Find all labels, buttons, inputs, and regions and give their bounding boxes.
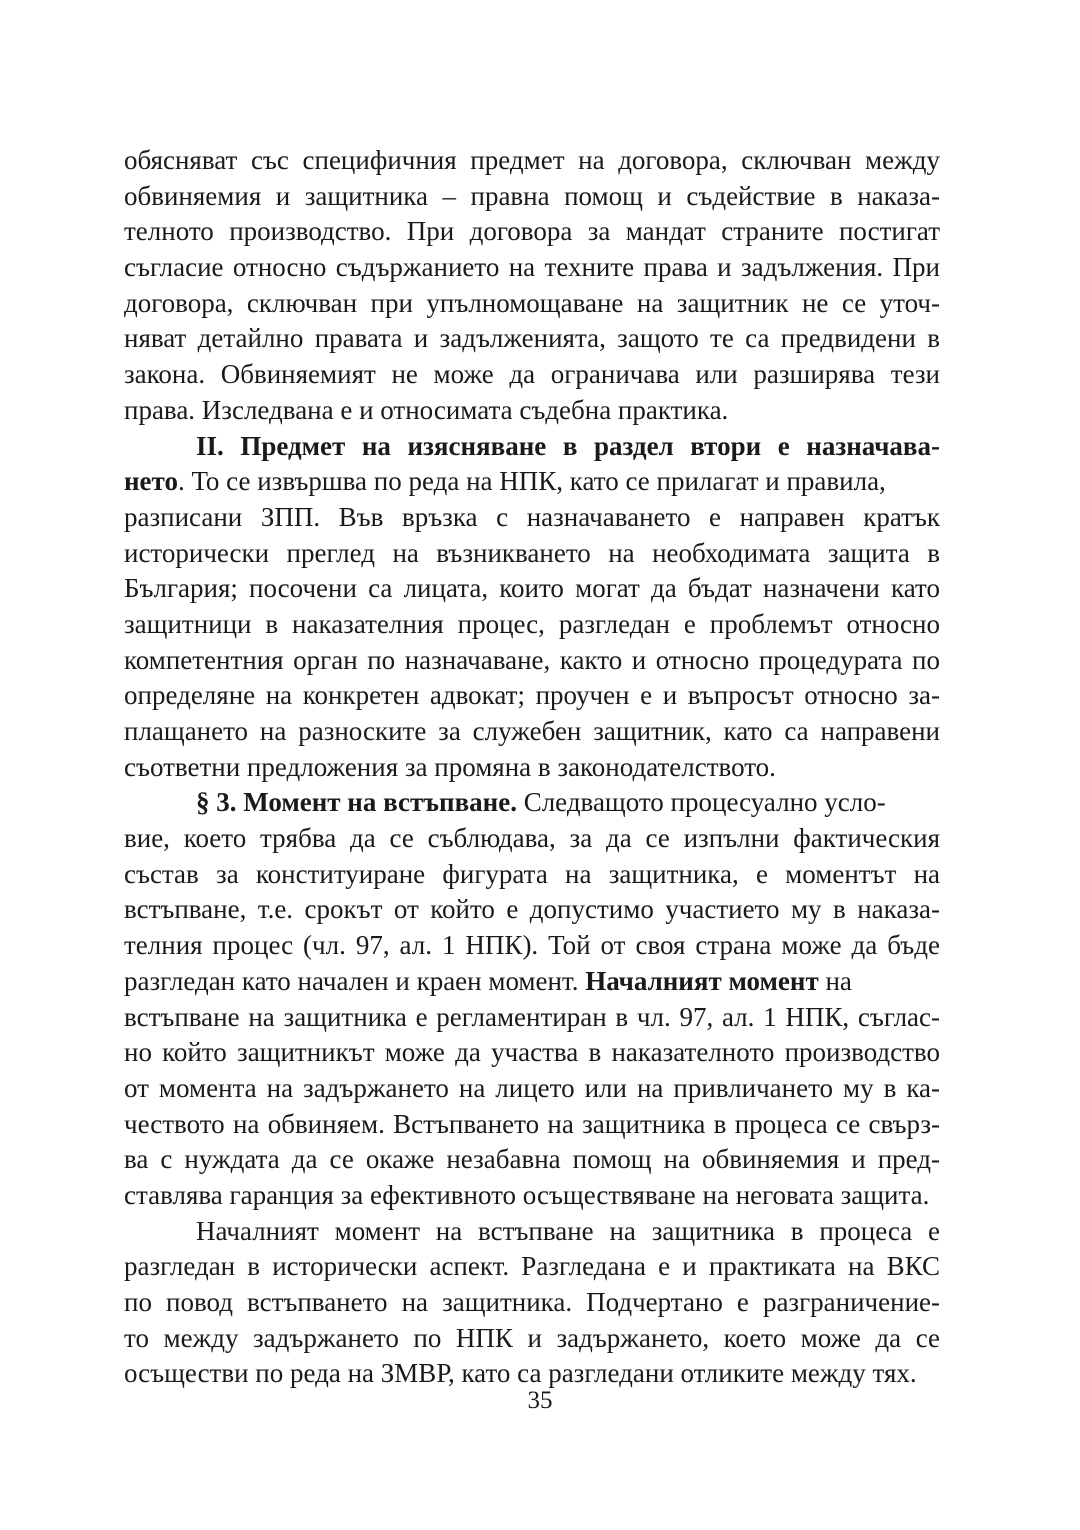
text-line: България; посочени са лицата, които могат да бъдат назначени като — [124, 573, 940, 604]
text-line: телния процес (чл. 97, ал. 1 НПК). Той от своя страна може да бъде — [124, 930, 940, 961]
text-line: от момента на задържането на лицето или на привличането му в ка- — [124, 1072, 940, 1103]
text-line: разгледан в исторически аспект. Разгледана е и практиката на ВКС — [124, 1251, 940, 1282]
section-heading-end: нето — [124, 466, 178, 497]
text-line: разписани ЗПП. Във връзка с назначаването е направен кратък — [124, 501, 940, 532]
text-line: определяне на конкретен адвокат; проучен е и въпросът относно за- — [124, 680, 940, 711]
text-line: § 3. Момент на встъпване. Следващото процесуално усло- — [196, 787, 886, 818]
text-line: договора, сключван при упълномощаване на защитник не се уточ- — [124, 287, 940, 318]
text-line: плащането на разноските за служебен защитник, като са направени — [124, 716, 940, 746]
section-heading-line: II. Предмет на изясняване в раздел втори е назначава- — [196, 430, 940, 461]
text-line: но който защитникът може да участва в наказателното производство — [124, 1037, 940, 1068]
text-line: по повод встъпването на защитника. Подчертано е разграничение- — [124, 1287, 940, 1317]
text-line: нето. То се извършва по реда на НПК, като се прилагат и правила, — [124, 466, 886, 497]
body-text — [124, 143, 940, 1392]
page-number: 35 — [527, 1387, 553, 1414]
text-line: защитници в наказателния процес, разгледан е проблемът относно — [124, 608, 940, 639]
text-line: ва с нуждата да се окаже незабавна помощ на обвиняемия и пред- — [124, 1144, 940, 1175]
text-line: Началният момент на встъпване на защитника в процеса е — [196, 1215, 940, 1246]
text-line: встъпване, т.е. срокът от който е допустимо участието му в наказа- — [124, 894, 940, 925]
paragraph-heading: § 3. Момент на встъпване. — [196, 787, 517, 818]
text-line: права. Изследвана е и относимата съдебна практика. — [124, 394, 729, 425]
text-line: исторически преглед на възникването на необходимата защита в — [124, 537, 940, 568]
text-line: обясняват със специфичния предмет на договора, сключван между — [124, 145, 940, 175]
text-line: встъпване на защитника е регламентиран в чл. 97, ал. 1 НПК, съглас- — [124, 1001, 940, 1032]
text-line: няват детайлно правата и задълженията, защото те са предвидени в — [124, 323, 940, 354]
text-line: вие, което трябва да се съблюдава, за да се изпълни фактическия — [124, 823, 940, 854]
text-line: съгласие относно съдържанието на техните права и задължения. При — [124, 252, 940, 283]
emphasis-term: Началният момент — [585, 965, 819, 996]
text-line: осъществи по реда на ЗМВР, като са разгледани отликите между тях. — [124, 1358, 917, 1389]
text-line: то между задържането по НПК и задържането, което може да се — [124, 1322, 940, 1353]
text-line: състав за конституиране фигурата на защитника, е моментът на — [124, 858, 940, 889]
text-line: ставлява гаранция за ефективното осъществяване на неговата защита. — [124, 1179, 930, 1210]
text-line: телното производство. При договора за мандат страните постигат — [124, 216, 940, 247]
text-line: обвиняемия и защитника – правна помощ и съдействие в наказа- — [124, 180, 940, 211]
text-line: разгледан като начален и краен момент. Началният момент на — [124, 965, 852, 996]
text-line: съответни предложения за промяна в законодателството. — [124, 751, 776, 782]
text-line: закона. Обвиняемият не може да ограничава или разширява тези — [124, 359, 940, 390]
text-line: компетентния орган по назначаване, както и относно процедурата по — [124, 644, 940, 675]
text-line: чеството на обвиняем. Встъпването на защитника в процеса се свърз- — [124, 1108, 940, 1139]
